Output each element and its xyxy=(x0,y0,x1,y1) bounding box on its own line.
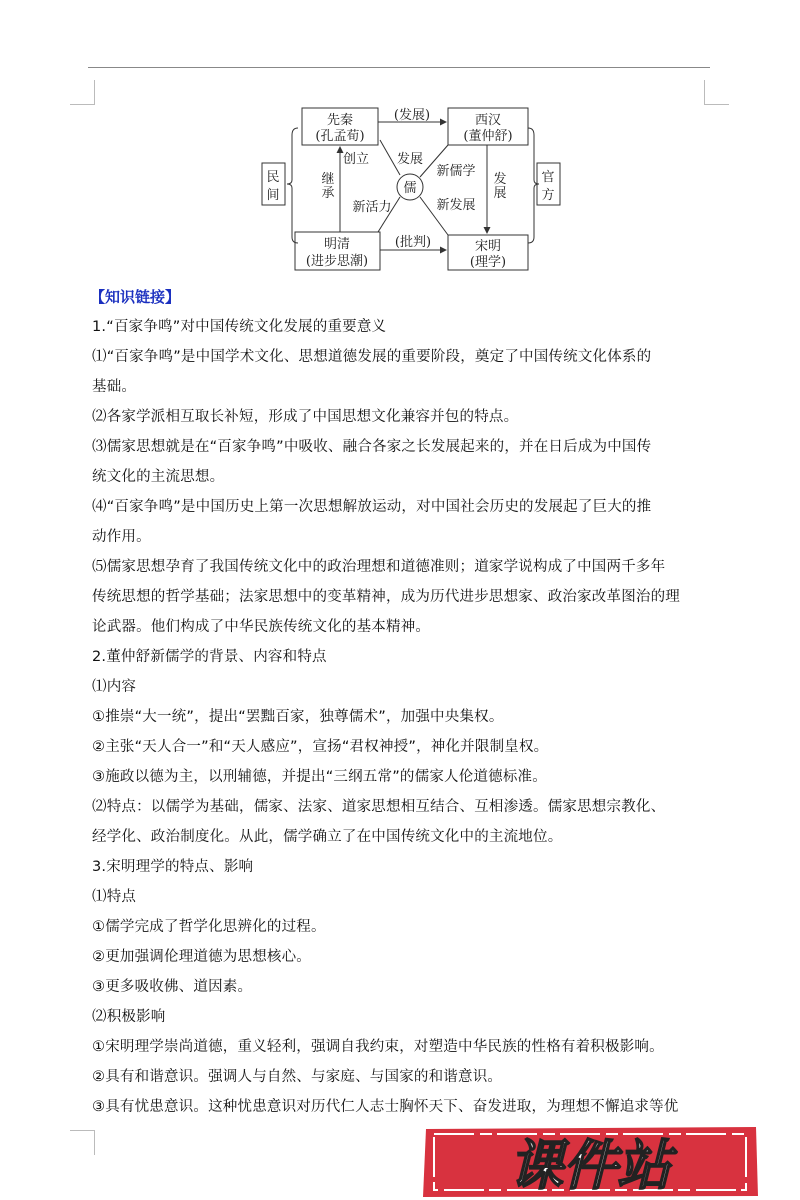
header-rule xyxy=(88,67,710,68)
label: 新发展 xyxy=(436,198,476,213)
brace-left xyxy=(287,128,298,243)
label: 官 xyxy=(541,170,555,185)
label: (董仲舒) xyxy=(463,129,513,144)
text-line: ②主张“天人合一”和“天人感应”，宣扬“君权神授”，神化并限制皇权。 xyxy=(92,739,549,755)
label: 发展 xyxy=(396,152,424,167)
text-line: 2.董仲舒新儒学的背景、内容和特点 xyxy=(92,649,327,665)
label: 展 xyxy=(493,186,507,201)
text-line: ③施政以德为主，以刑辅德，并提出“三纲五常”的儒家人伦道德标准。 xyxy=(92,769,547,785)
body-text xyxy=(92,312,712,1122)
text-line: ②更加强调伦理道德为思想核心。 xyxy=(92,949,311,965)
label: 民 xyxy=(266,170,280,185)
text-line: ①儒学完成了哲学化思辨化的过程。 xyxy=(92,919,326,935)
margin-corner-mark xyxy=(704,80,729,105)
text-line: 基础。 xyxy=(92,379,137,395)
margin-corner-mark xyxy=(70,1130,95,1155)
label: 新儒学 xyxy=(436,164,476,179)
center-label: 儒 xyxy=(403,181,417,196)
text-line: 1.“百家争鸣”对中国传统文化发展的重要意义 xyxy=(92,319,387,335)
label: 方 xyxy=(541,188,555,203)
label: 先秦 xyxy=(326,113,354,128)
label: 明清 xyxy=(323,237,351,252)
label: 西汉 xyxy=(474,113,502,128)
text-line: ⑵各家学派相互取长补短，形成了中国思想文化兼容并包的特点。 xyxy=(92,409,519,425)
label: 承 xyxy=(321,186,335,201)
text-line: 动作用。 xyxy=(92,529,151,545)
text-line: ⑴内容 xyxy=(92,679,137,695)
text-line: ⑵积极影响 xyxy=(92,1009,166,1025)
label: 发 xyxy=(493,172,507,187)
label: (发展) xyxy=(393,108,431,123)
text-line: ⑷“百家争鸣”是中国历史上第一次思想解放运动，对中国社会历史的发展起了巨大的推 xyxy=(92,499,652,515)
label: (理学) xyxy=(469,255,507,270)
text-line: ①推崇“大一统”，提出“罢黜百家，独尊儒术”，加强中央集权。 xyxy=(92,709,504,725)
label: 新活力 xyxy=(352,200,392,215)
watermark-text: 课件站 xyxy=(509,1134,671,1197)
text-line: ⑴“百家争鸣”是中国学术文化、思想道德发展的重要阶段，奠定了中国传统文化体系的 xyxy=(92,349,652,365)
label: 创立 xyxy=(342,152,370,167)
label: (批判) xyxy=(394,235,432,250)
text-line: 传统思想的哲学基础；法家思想中的变革精神，成为历代进步思想家、政治家改革图治的理 xyxy=(92,589,680,605)
text-line: 经学化、政治制度化。从此，儒学确立了在中国传统文化中的主流地位。 xyxy=(92,829,563,845)
text-line: ⑵特点：以儒学为基础，儒家、法家、道家思想相互结合、互相渗透。儒家思想宗教化、 xyxy=(92,799,666,815)
text-line: 3.宋明理学的特点、影响 xyxy=(92,859,254,875)
section-heading: 【知识链接】 xyxy=(90,288,181,306)
label: (孔孟荀) xyxy=(315,129,365,144)
watermark-stamp xyxy=(420,1126,760,1198)
text-line: 统文化的主流思想。 xyxy=(92,469,225,485)
text-line: ⑴特点 xyxy=(92,889,137,905)
label: (进步思潮) xyxy=(305,254,369,269)
label: 宋明 xyxy=(474,239,502,254)
confucianism-diagram xyxy=(250,95,570,275)
text-line: ⑶儒家思想就是在“百家争鸣”中吸收、融合各家之长发展起来的，并在日后成为中国传 xyxy=(92,439,652,455)
label: 继 xyxy=(321,172,335,187)
text-line: ①宋明理学崇尚道德，重义轻利，强调自我约束，对塑造中华民族的性格有着积极影响。 xyxy=(92,1039,664,1055)
text-line: ②具有和谐意识。强调人与自然、与家庭、与国家的和谐意识。 xyxy=(92,1069,503,1085)
label: 间 xyxy=(266,188,280,203)
text-line: ③具有忧患意识。这种忧患意识对历代仁人志士胸怀天下、奋发进取，为理想不懈追求等优 xyxy=(92,1099,679,1115)
text-line: 论武器。他们构成了中华民族传统文化的基本精神。 xyxy=(92,619,431,635)
text-line: ③更多吸收佛、道因素。 xyxy=(92,979,253,995)
margin-corner-mark xyxy=(70,80,95,105)
text-line: ⑸儒家思想孕育了我国传统文化中的政治理想和道德准则；道家学说构成了中国两千多年 xyxy=(92,559,666,575)
